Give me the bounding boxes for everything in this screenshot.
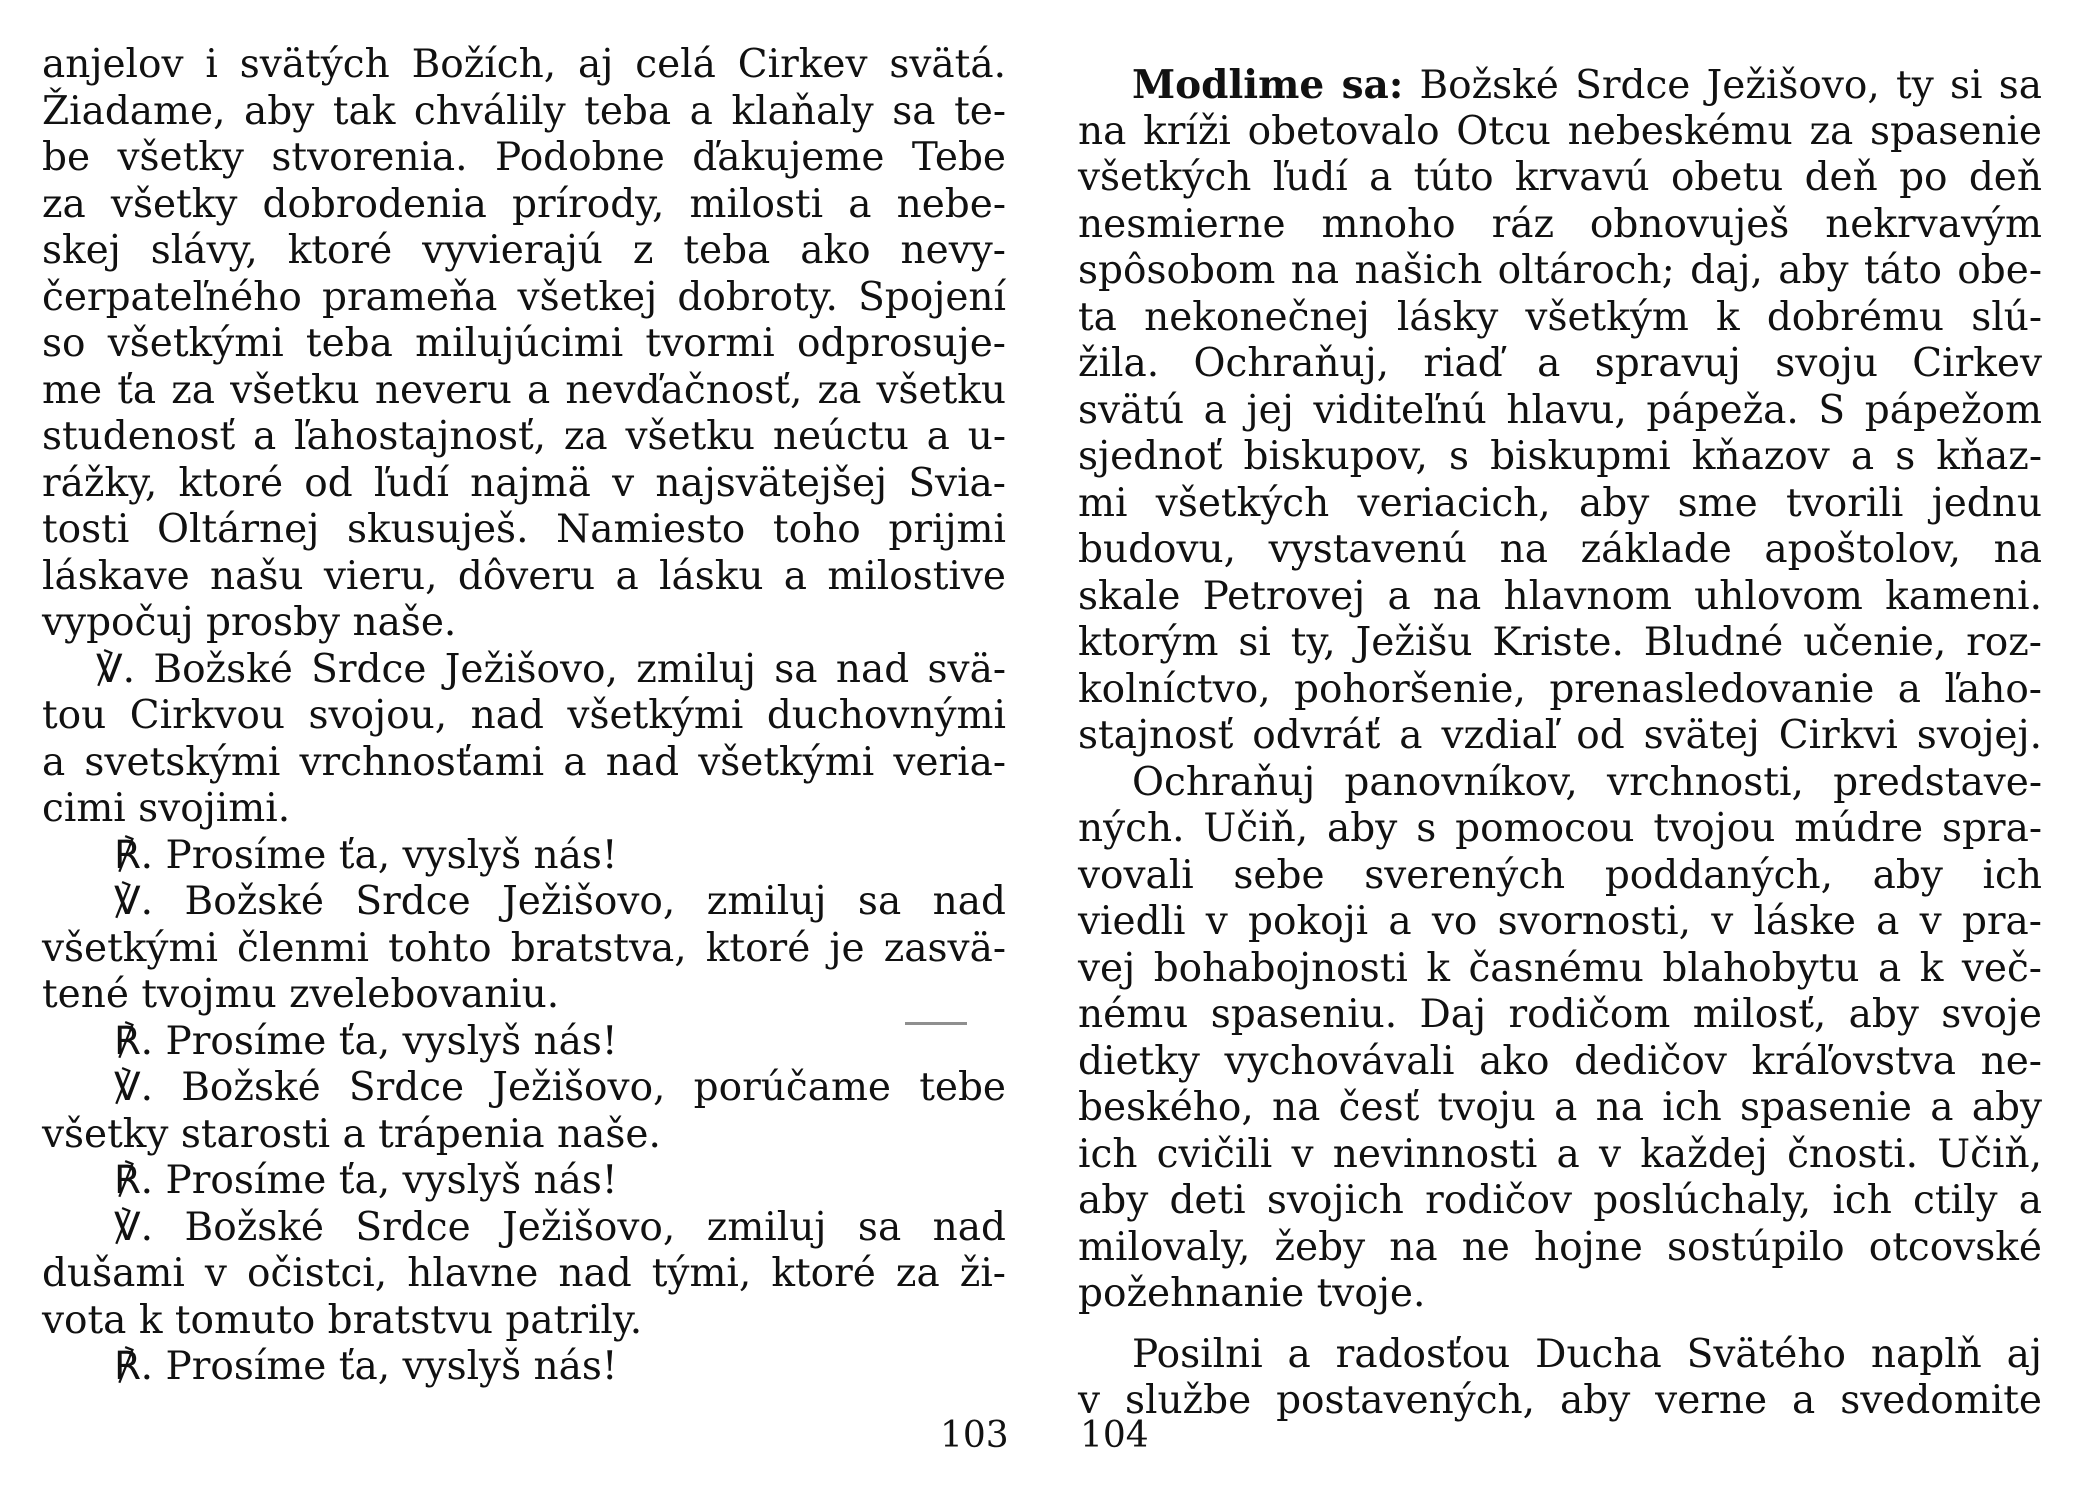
response-line: ℟. Prosíme ťa, vyslyš nás!	[114, 1344, 618, 1389]
text-line: požehnanie tvoje.	[1078, 1271, 1426, 1316]
service-paragraph	[1078, 1332, 2042, 1425]
versicle-line: ℣. Božské Srdce Ježišovo, zmiluj sa nad	[114, 879, 1006, 924]
right-page	[1040, 0, 2084, 1500]
text-line: aby deti svojich rodičov poslúchaly, ich ctily a	[1078, 1178, 2042, 1223]
versicle-2	[42, 879, 1006, 1065]
versicle-line: ℣. Božské Srdce Ježišovo, zmiluj sa nad	[114, 1204, 1006, 1250]
response-line: ℟. Prosíme ťa, vyslyš nás!	[114, 1158, 618, 1203]
versicle-line: vota k tomuto bratstvu patrily.	[42, 1297, 643, 1343]
text-line: skale Petrovej a na hlavnom uhlovom kameni.	[1078, 573, 2042, 619]
text-line: Ochraňuj panovníkov, vrchnosti, predstave-	[1132, 759, 2042, 805]
versicle-3	[42, 1065, 1006, 1205]
page-number: 104	[1080, 1415, 1149, 1456]
text-line: so všetkými teba milujúcimi tvormi odprosuje-	[42, 321, 1006, 366]
text-line: ktorým si ty, Ježišu Kriste. Bludné učenie, roz-	[1078, 620, 2042, 665]
text-line: nesmierne mnoho ráz obnovuješ nekrvavým	[1078, 201, 2042, 247]
text-line: milovaly, žeby na ne hojne sostúpilo otcovské	[1078, 1224, 2042, 1270]
text-line: rážky, ktoré od ľudí najmä v najsvätejšej Svia-	[42, 460, 1006, 506]
prayer-label: Modlime sa:	[1132, 62, 1404, 108]
text-line: tosti Oltárnej skusuješ. Namiesto toho prijmi	[42, 507, 1006, 552]
text-line: za všetky dobrodenia prírody, milosti a nebe-	[42, 181, 1006, 227]
text-line: svätú a jej viditeľnú hlavu, pápeža. S pápežom	[1078, 387, 2042, 433]
text-line: be všetky stvorenia. Podobne ďakujeme Tebe	[42, 135, 1006, 180]
text-line: ich cvičili v nevinnosti a v každej čnosti. Učiň,	[1078, 1131, 2042, 1177]
text-line: vovali sebe sverených poddaných, aby ich	[1078, 852, 2042, 898]
prayer-first-line-text: Božské Srdce Ježišovo, ty si sa	[1419, 63, 2042, 108]
left-page	[0, 0, 1040, 1500]
text-line: láskave našu vieru, dôveru a lásku a milostive	[42, 553, 1006, 599]
versicle-line: tené tvojmu zvelebovaniu.	[42, 972, 560, 1017]
versicle-line: dušami v očistci, hlavne nad tými, ktoré za ži-	[42, 1251, 1006, 1296]
text-line: Posilni a radosťou Ducha Svätého naplň aj	[1132, 1331, 2042, 1377]
versicle-line: tou Cirkvou svojou, nad všetkými duchovnými	[42, 693, 1006, 738]
left-page-text	[42, 42, 1006, 1391]
text-line: nému spaseniu. Daj rodičom milosť, aby svoje	[1078, 992, 2042, 1037]
text-line: ta nekonečnej lásky všetkým k dobrému slú-	[1078, 294, 2042, 340]
text-line: v službe postavených, aby verne a svedomite	[1078, 1378, 2042, 1423]
text-line: stajnosť odvráť a vzdiaľ od svätej Cirkvi svojej.	[1078, 713, 2042, 758]
text-line: kolníctvo, pohoršenie, prenasledovanie a ľaho-	[1078, 666, 2042, 712]
prayer-first-line	[1078, 62, 2042, 109]
text-line: skej slávy, ktoré vyvierajú z teba ako nevy-	[42, 228, 1006, 273]
text-line: vypočuj prosby naše.	[42, 600, 457, 645]
text-line: me ťa za všetku neveru a nevďačnosť, za všetku	[42, 367, 1006, 413]
text-line: sjednoť biskupov, s biskupmi kňazov a s kňaz-	[1078, 434, 2042, 479]
versicle-line: ℣. Božské Srdce Ježišovo, zmiluj sa nad svä-	[96, 646, 1006, 692]
text-line: viedli v pokoji a vo svornosti, v láske a v pra-	[1078, 899, 2042, 944]
right-page-text	[1078, 62, 2042, 1425]
versicle-line: a svetskými vrchnosťami a nad všetkými veria-	[42, 739, 1006, 785]
text-line: budovu, vystavenú na základe apoštolov, na	[1078, 527, 2042, 572]
text-line: studenosť a ľahostajnosť, za všetku neúctu a u-	[42, 414, 1006, 459]
text-line: dietky vychovávali ako dedičov kráľovstva ne-	[1078, 1038, 2042, 1084]
response-line: ℟. Prosíme ťa, vyslyš nás!	[114, 832, 618, 878]
text-line: Žiadame, aby tak chválily teba a klaňaly sa te-	[42, 88, 1006, 134]
response-line: ℟. Prosíme ťa, vyslyš nás!	[114, 1018, 618, 1064]
page-number: 103	[940, 1415, 1009, 1456]
versicle-line: všetky starosti a trápenia naše.	[42, 1111, 661, 1157]
text-line: ných. Učiň, aby s pomocou tvojou múdre spra-	[1078, 806, 2042, 851]
versicle-line: všetkými členmi tohto bratstva, ktoré je zasvä-	[42, 925, 1006, 971]
text-line: na kríži obetovalo Otcu nebeskému za spasenie	[1078, 108, 2042, 154]
print-mark	[905, 1022, 967, 1025]
text-line: čerpateľného prameňa všetkej dobroty. Spojení	[42, 274, 1006, 320]
text-line: žila. Ochraňuj, riaď a spravuj svoju Cirkev	[1078, 341, 2042, 386]
text-line: vej bohabojnosti k časnému blahobytu a k več-	[1078, 945, 2042, 991]
text-line: všetkých ľudí a túto krvavú obetu deň po deň	[1078, 155, 2042, 200]
versicle-4	[42, 1205, 1006, 1391]
versicle-1	[42, 647, 1006, 880]
text-line: spôsobom na našich oltároch; daj, aby táto obe-	[1078, 248, 2042, 293]
prayer-paragraph	[1078, 62, 2042, 760]
ruler-paragraph	[1078, 760, 2042, 1318]
opening-paragraph	[42, 42, 1006, 647]
versicle-line: cimi svojimi.	[42, 786, 291, 831]
text-line: beského, na česť tvoju a na ich spasenie a aby	[1078, 1085, 2042, 1130]
text-line: mi všetkých veriacich, aby sme tvorili jednu	[1078, 480, 2042, 526]
versicle-line: ℣. Božské Srdce Ježišovo, porúčame tebe	[114, 1065, 1006, 1110]
text-line: anjelov i svätých Božích, aj celá Cirkev svätá.	[42, 42, 1006, 87]
